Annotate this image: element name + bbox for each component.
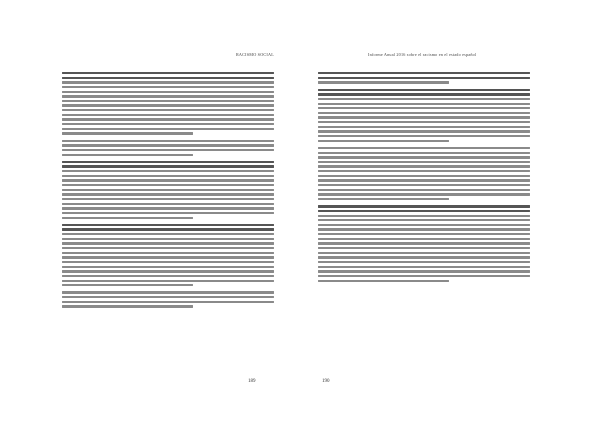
text-line (62, 118, 274, 120)
text-line (62, 224, 274, 226)
text-line (318, 270, 530, 272)
text-line (318, 116, 530, 118)
running-head: Informe Anual 2016 sobre el racismo en el estado español (368, 52, 477, 57)
text-line (62, 72, 274, 74)
text-line (318, 215, 530, 217)
text-line (62, 170, 274, 172)
text-line (62, 154, 193, 156)
text-line (318, 184, 530, 186)
text-line (62, 91, 274, 93)
text-line (62, 123, 274, 125)
text-line (62, 266, 274, 268)
text-line (318, 140, 449, 142)
page-number: 190 (322, 379, 330, 384)
text-line (62, 198, 274, 200)
text-line (62, 193, 274, 195)
text-line (62, 217, 193, 219)
text-line (318, 175, 530, 177)
text-line (62, 114, 274, 116)
text-line (62, 132, 193, 134)
text-line (318, 228, 530, 230)
text-line (62, 212, 274, 214)
text-line (318, 152, 530, 154)
text-line (318, 205, 530, 207)
text-line (318, 198, 449, 200)
text-line (318, 266, 530, 268)
text-line (318, 252, 530, 254)
page-number: 189 (248, 379, 256, 384)
text-line (318, 93, 530, 95)
text-line (62, 296, 274, 298)
text-line (62, 149, 274, 151)
text-line (62, 247, 274, 249)
text-line (62, 189, 274, 191)
text-line (62, 77, 274, 79)
text-line (62, 81, 274, 83)
text-line (318, 238, 530, 240)
left-page (62, 0, 274, 424)
text-line (62, 95, 274, 97)
text-line (318, 107, 530, 109)
text-line (318, 256, 530, 258)
running-head: RACISMO SOCIAL (235, 52, 274, 57)
text-line (318, 280, 449, 282)
text-line (62, 305, 193, 307)
text-line (62, 256, 274, 258)
text-line (62, 109, 274, 111)
text-line (318, 98, 530, 100)
text-line (318, 247, 530, 249)
text-line (318, 170, 530, 172)
text-line (62, 228, 274, 230)
body-text (318, 72, 530, 287)
text-line (318, 103, 530, 105)
text-line (62, 165, 274, 167)
text-line (318, 242, 530, 244)
text-line (318, 147, 530, 149)
text-line (62, 280, 274, 282)
text-line (62, 291, 274, 293)
text-line (62, 207, 274, 209)
text-line (62, 184, 274, 186)
text-line (318, 121, 530, 123)
text-line (318, 81, 449, 83)
text-line (62, 144, 274, 146)
text-line (62, 301, 274, 303)
text-line (318, 224, 530, 226)
text-line (62, 140, 274, 142)
text-line (62, 179, 274, 181)
text-line (318, 130, 530, 132)
text-line (318, 219, 530, 221)
text-line (318, 89, 530, 91)
text-line (318, 165, 530, 167)
text-line (62, 100, 274, 102)
text-line (62, 275, 274, 277)
text-line (318, 77, 530, 79)
text-line (62, 128, 274, 130)
right-page (318, 0, 530, 424)
text-line (62, 104, 274, 106)
text-line (318, 233, 530, 235)
text-line (318, 72, 530, 74)
text-line (318, 275, 530, 277)
text-line (318, 193, 530, 195)
text-line (318, 261, 530, 263)
text-line (318, 161, 530, 163)
text-line (62, 161, 274, 163)
body-text (62, 72, 274, 313)
text-line (318, 126, 530, 128)
text-line (318, 179, 530, 181)
text-line (62, 270, 274, 272)
text-line (318, 189, 530, 191)
text-line (62, 203, 274, 205)
text-line (318, 112, 530, 114)
text-line (62, 175, 274, 177)
text-line (62, 261, 274, 263)
text-line (318, 210, 530, 212)
text-line (318, 156, 530, 158)
text-line (62, 233, 274, 235)
text-line (318, 135, 530, 137)
text-line (62, 242, 274, 244)
text-line (62, 86, 274, 88)
text-line (62, 252, 274, 254)
text-line (62, 284, 193, 286)
text-line (62, 238, 274, 240)
